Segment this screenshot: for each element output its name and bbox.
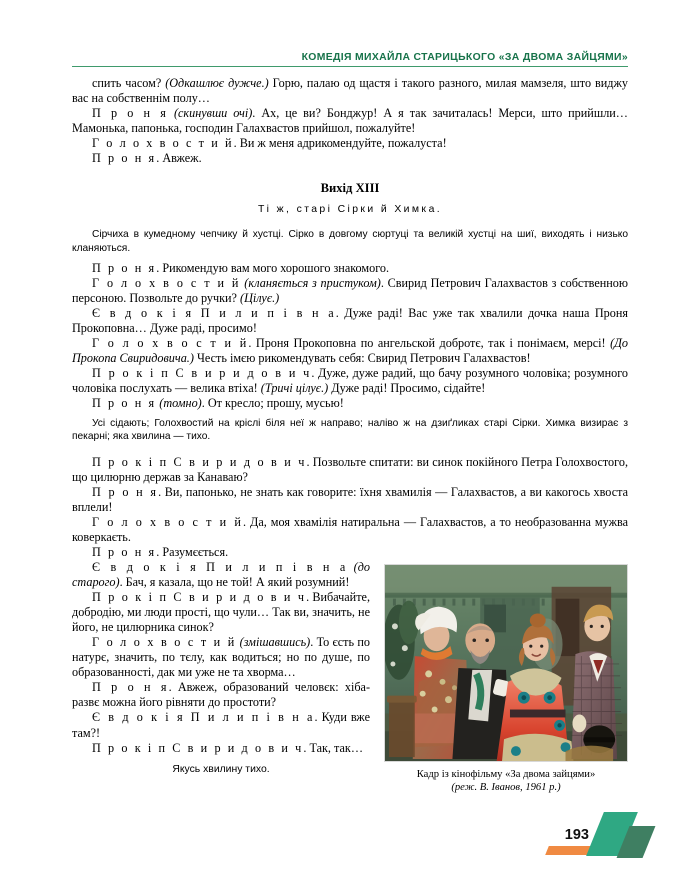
main-text-column — [72, 76, 628, 798]
speaker-name: Є в д о к і я П и л и п і в н а — [92, 710, 315, 725]
caption-line-2: (реж. В. Іванов, 1961 р.) — [451, 781, 561, 793]
running-head — [72, 52, 628, 67]
dialogue-text: Честь імєю рикомендувать себя: Свирид Петрович Галахвастов! — [193, 351, 531, 366]
dialogue-line — [72, 396, 628, 411]
speaker-name: П р о н я — [92, 151, 157, 166]
dialogue-text: Дуже раді! Просимо, сідайте! — [328, 381, 486, 396]
inline-stage-direction: (кланяється з пристуком) — [240, 275, 381, 290]
dialogue-text: . Разумєється. — [156, 544, 229, 559]
speaker-name: П р о н я — [92, 680, 169, 695]
speaker-name: Є в д о к і я П и л и п і в н а — [92, 305, 336, 320]
speaker-name: Г о л о х в о с т и й — [92, 635, 237, 650]
speaker-name: Г о л о х в о с т и й — [92, 136, 234, 151]
dialogue-line — [72, 306, 628, 336]
speaker-name: П р о н я — [92, 396, 157, 411]
speaker-name: Г о л о х в о с т и й — [92, 275, 241, 290]
speaker-name: П р о к і п С в и р и д о в и ч — [92, 366, 312, 381]
dialogue-text: . Дуже, дуже радий, що бачу розумного чоловіка; розумного чоловіка послухать — велика втіха! — [72, 366, 628, 396]
dialogue-text: . От кресло; прошу, мусью! — [201, 396, 344, 411]
dialogue-line — [72, 276, 628, 306]
speaker-name: Г о л о х в о с т и й — [92, 514, 243, 529]
dialogue-text: . Дуже раді! Вас уже так хвалили дочка наша Проня Прокоповна… Дуже раді, просимо! — [72, 305, 628, 335]
header-divider — [72, 66, 628, 67]
figure-caption — [384, 768, 628, 794]
paragraph-continuation — [72, 76, 628, 106]
speaker-name: П р о н я — [92, 544, 157, 559]
dialogue-text: . Проня Прокоповна по ангельской добротє, так і понімаєм, мерсі! — [248, 336, 611, 351]
speaker-name: Г о л о х в о с т и й — [92, 336, 249, 351]
speaker-name: П р о н я — [92, 106, 168, 121]
dialogue-line — [72, 455, 628, 485]
inline-stage-direction: (до старого) — [72, 559, 370, 590]
page-number: 193 — [564, 827, 589, 843]
film-still-photo — [384, 564, 628, 762]
speaker-name: П р о н я — [92, 484, 159, 499]
speaker-name: П р о н я — [92, 260, 157, 275]
caption-line-1: Кадр із кінофільму «За двома зайцями» — [416, 768, 596, 780]
dialogue-text: . Свирид Петрович Галахвастов з собственною персоною. Позвольте до ручки? — [72, 275, 628, 305]
dialogue-line — [72, 336, 628, 366]
dialogue-line — [72, 545, 628, 560]
scene-subtitle: Ті ж, старі Сірки й Химка. — [257, 204, 443, 216]
dialogue-text: . Авжеж. — [156, 151, 202, 166]
dialogue-text: . Авжеж, образований человєк: хіба-развє можна його рівняти до простоти? — [72, 680, 370, 710]
spacer — [72, 217, 628, 228]
speaker-name: Є в д о к і я П и л и п і в н а — [92, 559, 348, 574]
running-head-title: КОМЕДІЯ МИХАЙЛА СТАРИЦЬКОГО «ЗА ДВОМА ЗАЙЦЯМИ» — [301, 52, 628, 63]
dialogue-line — [72, 515, 628, 545]
inline-stage-direction: (томно) — [156, 396, 202, 411]
speaker-name: П р о к і п С в и р и д о в и ч — [92, 740, 304, 755]
inline-stage-direction: (Цілує.) — [240, 290, 280, 305]
dialogue-text: . Ви, папонько, не знать как говорите: їхня хвамилія — Галахвастов, а ви какогось хвоста вплели! — [72, 484, 628, 514]
dialogue-line — [72, 366, 628, 396]
page-footer — [543, 810, 673, 866]
dialogue-text: . Вибачайте, добродію, ми люди прості, що чули… Так ви, значить, не його, не цилюрника синок? — [72, 590, 370, 635]
dialogue-text: . Ви ж меня адрикомендуйте, пожалуста! — [233, 136, 447, 151]
dialogue-text: . Так, так… — [303, 740, 364, 755]
speaker-name: П р о к і п С в и р и д о в и ч — [92, 454, 307, 469]
inline-stage-direction: (змішавшись) — [236, 635, 311, 650]
dialogue-text: . Рикомендую вам мого хорошого знакомого. — [156, 260, 390, 275]
dialogue-text: . Куди вже там?! — [72, 710, 370, 740]
para1-stage-direction: (Одкашлює дужче.) — [165, 76, 269, 90]
inline-stage-direction: (скинувши очі) — [167, 106, 253, 121]
dialogue-line — [72, 106, 628, 136]
dialogue-text: . Да, моя хвамілія натиральна — Галахвастов, а то необразованна мужва коверкаєть. — [72, 514, 628, 544]
para1-lead: спить часом? — [92, 76, 166, 90]
stage-direction-centered: Якусь хвилину тихо. — [172, 763, 270, 775]
dialogue-line — [72, 151, 628, 166]
speaker-name: П р о к і п С в и р и д о в и ч — [92, 590, 307, 605]
stage-direction-block: Сірчиха в кумедному чепчику й хустці. Сірко в довгому сюртуці та великій хустці на шиї, виходять і низько кланяються. — [72, 229, 628, 254]
dialogue-text: . Позвольте спитати: ви синок покійного Петра Голохвостого, що цилюрню держав за Канаваю? — [72, 454, 628, 484]
dialogue-text: . Ах, це ви? Бонджур! А я так зачиталась! Мерси, што прийшли… Мамонька, папонька, господин Галахвастов прийшол, пожалуйте! — [72, 106, 628, 136]
dialogue-text: . Бач, я казала, що не той! А який розумний! — [119, 575, 350, 590]
dialogue-text: . То єсть по натурє, значить, по тєлу, как водиться; но по душе, по образованності, дак ми уже не та хворма… — [72, 635, 371, 680]
dialogue-line — [72, 136, 628, 151]
film-still-illustration — [385, 565, 627, 761]
stage-direction-block: Усі сідають; Голохвостий на кріслі біля неї ж направо; наліво ж на дзиґликах старі Сірки. Химка визирає з пекарні; яка хвилина — тихо. — [72, 418, 628, 443]
figure-film-still — [384, 564, 628, 794]
inline-stage-direction: (Тричі цілує.) — [260, 381, 329, 396]
spacer — [72, 166, 628, 181]
dialogue-line — [72, 485, 628, 515]
dialogue-line — [72, 261, 628, 276]
para1-rest: Горю, палаю од щастя і такого разного, милая мамзеля, што виджу вас на собственнім полу… — [72, 76, 628, 106]
scene-title: Вихід XIII — [320, 181, 380, 196]
inline-stage-direction: (До Прокопа Свиридовича.) — [72, 336, 628, 366]
spacer — [72, 444, 628, 455]
